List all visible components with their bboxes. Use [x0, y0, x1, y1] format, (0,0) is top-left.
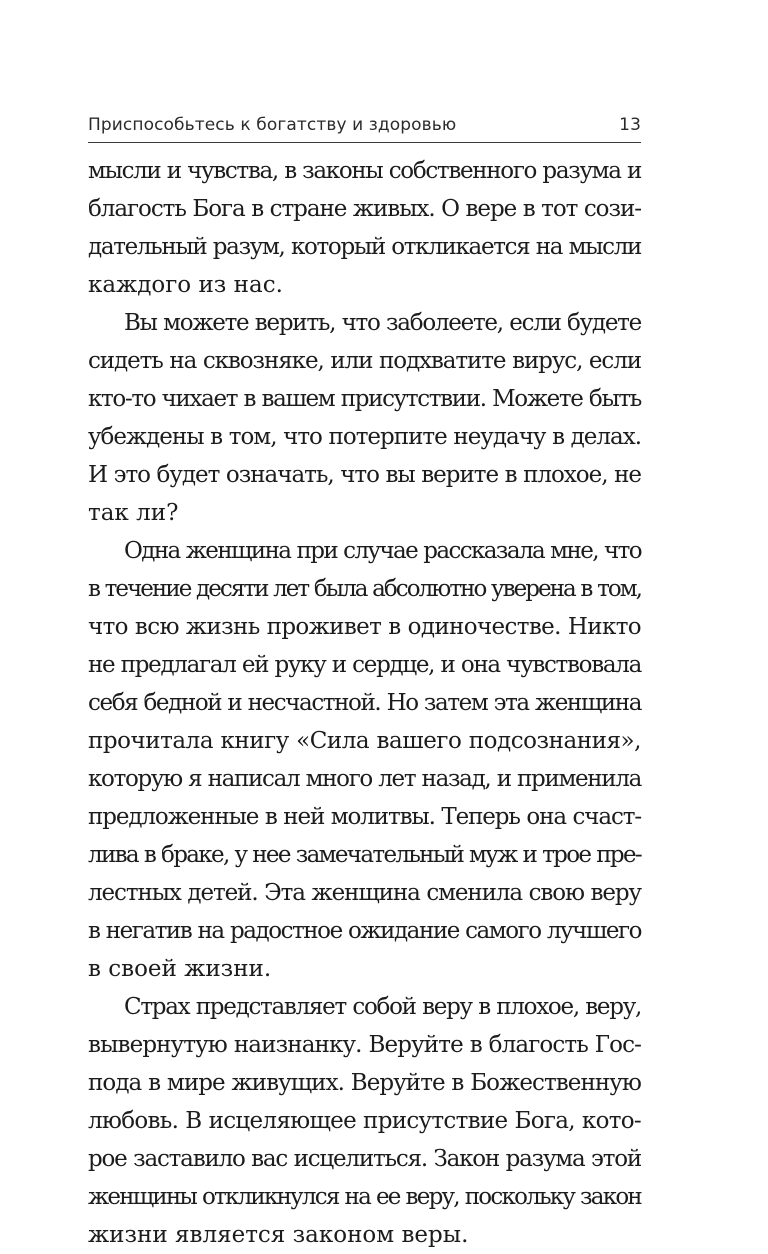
text-line: что всю жизнь проживет в одиночестве. Никто: [88, 614, 641, 640]
text-line: лива в браке, у нее замечательный муж и трое пре-: [88, 842, 641, 868]
text-line: женщины откликнулся на ее веру, поскольку закон: [88, 1184, 641, 1210]
text-line: благость Бога в стране живых. О вере в тот сози-: [88, 196, 641, 222]
text-line: мысли и чувства, в законы собственного разума и: [88, 158, 641, 184]
text-line: Страх представляет собой веру в плохое, веру,: [124, 994, 641, 1020]
text-line: убеждены в том, что потерпите неудачу в делах.: [88, 424, 641, 450]
text-line: прочитала книгу «Сила вашего подсознания»,: [88, 728, 641, 754]
text-line: вывернутую наизнанку. Веруйте в благость Гос-: [88, 1032, 641, 1058]
text-line: себя бедной и несчастной. Но затем эта женщина: [88, 690, 641, 716]
text-line: в течение десяти лет была абсолютно уверена в том,: [88, 576, 641, 602]
text-line: любовь. В исцеляющее присутствие Бога, кото-: [88, 1108, 641, 1134]
text-line: кто-то чихает в вашем присутствии. Можете быть: [88, 386, 641, 412]
running-header: [88, 112, 641, 140]
text-line: которую я написал много лет назад, и применила: [88, 766, 641, 792]
text-line: пода в мире живущих. Веруйте в Божественную: [88, 1070, 641, 1096]
text-line: жизни является законом веры.: [88, 1222, 469, 1248]
text-line: Одна женщина при случае рассказала мне, что: [124, 538, 641, 564]
text-line: Вы можете верить, что заболеете, если будете: [124, 310, 641, 336]
header-rule: [88, 142, 641, 143]
text-line: сидеть на сквозняке, или подхватите вирус, если: [88, 348, 641, 374]
body-text: [88, 152, 641, 1254]
text-line: рое заставило вас исцелиться. Закон разума этой: [88, 1146, 641, 1172]
text-line: дательный разум, который откликается на мысли: [88, 234, 641, 260]
text-line: И это будет означать, что вы верите в плохое, не: [88, 462, 641, 488]
chapter-title: Приспособьтесь к богатству и здоровью: [88, 115, 457, 135]
text-line: предложенные в ней молитвы. Теперь она счаст-: [88, 804, 641, 830]
text-line: так ли?: [88, 500, 179, 526]
text-line: лестных детей. Эта женщина сменила свою веру: [88, 880, 641, 906]
text-line: в своей жизни.: [88, 956, 272, 982]
page-number: 13: [619, 115, 641, 135]
text-line: в негатив на радостное ожидание самого лучшего: [88, 918, 641, 944]
text-line: каждого из нас.: [88, 272, 283, 298]
text-line: не предлагал ей руку и сердце, и она чувствовала: [88, 652, 641, 678]
